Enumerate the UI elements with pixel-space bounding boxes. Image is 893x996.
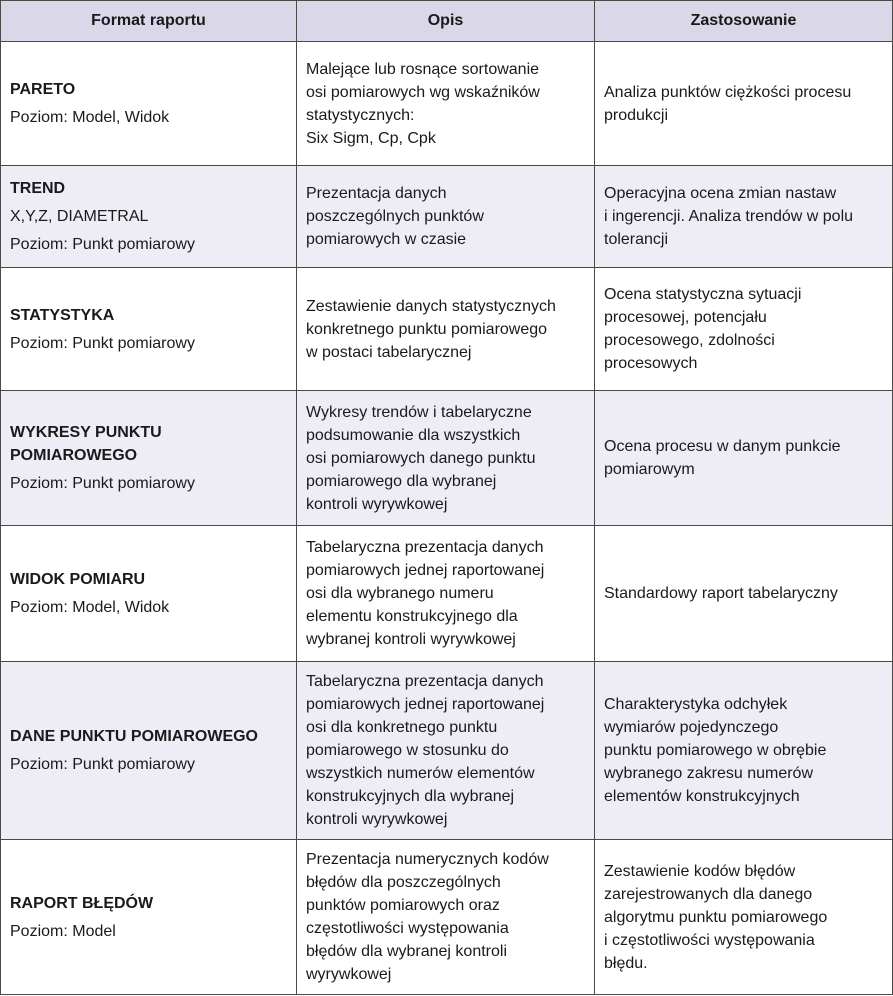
description-text: Tabelaryczna prezentacja danych pomiarowych jednej raportowanej osi dla wybranego numeru elementu konstrukcyjnego dla wybranej kontroli wyrywkowej [306, 539, 545, 648]
usage-cell [595, 840, 893, 995]
format-name: DANE PUNKTU POMIAROWEGO [10, 728, 258, 745]
format-level: Poziom: Model [10, 922, 116, 940]
table-header-row [1, 1, 893, 42]
description-cell [297, 662, 595, 840]
format-name: PARETO [10, 81, 76, 98]
format-name: STATYSTYKA [10, 306, 115, 324]
format-level: Poziom: Model, Widok [10, 599, 170, 616]
table-row [1, 526, 893, 662]
format-cell [1, 840, 297, 995]
format-name: WIDOK POMIARU [10, 571, 146, 588]
description-text: Malejące lub rosnące sortowanie osi pomiarowych wg wskaźników statystycznych: Six Sigm, Cp, Cpk [306, 60, 540, 147]
header-description: Opis [297, 1, 595, 42]
description-text: Zestawienie danych statystycznych konkretnego punktu pomiarowego w postaci tabelarycznej [306, 297, 556, 361]
usage-text: Analiza punktów ciężkości procesu produkcji [604, 83, 852, 124]
table-row [1, 166, 893, 268]
usage-text: Zestawienie kodów błędów zarejestrowanych dla danego algorytmu punktu pomiarowego i częstotliwości występowania błędu. [604, 862, 828, 972]
format-cell [1, 42, 297, 166]
table-row [1, 268, 893, 391]
usage-cell [595, 42, 893, 166]
format-name: RAPORT BŁĘDÓW [10, 894, 154, 912]
format-cell [1, 268, 297, 391]
usage-cell [595, 268, 893, 391]
format-cell [1, 391, 297, 526]
format-name: WYKRESY PUNKTU POMIAROWEGO [10, 424, 162, 464]
usage-cell [595, 166, 893, 268]
description-cell [297, 840, 595, 995]
format-cell [1, 526, 297, 662]
format-level: Poziom: Punkt pomiarowy [10, 475, 195, 492]
description-text: Tabelaryczna prezentacja danych pomiarowych jednej raportowanej osi dla konkretnego punktu pomiarowego w stosunku do wszystkich numerów elementów konstrukcyjnych dla wybranej kontroli wyrywkowej [306, 673, 545, 828]
format-level: Poziom: Punkt pomiarowy [10, 334, 195, 352]
table-row [1, 840, 893, 995]
description-text: Prezentacja danych poszczególnych punktów pomiarowych w czasie [306, 185, 484, 248]
table-row [1, 662, 893, 840]
description-cell [297, 268, 595, 391]
format-level: Poziom: Model, Widok [10, 109, 170, 126]
table-row [1, 391, 893, 526]
usage-cell [595, 391, 893, 526]
header-format: Format raportu [1, 1, 297, 42]
description-cell [297, 166, 595, 268]
format-cell [1, 662, 297, 840]
description-text: Prezentacja numerycznych kodów błędów dla poszczególnych punktów pomiarowych oraz częstotliwości występowania błędów dla wybranej kontroli wyrywkowej [306, 851, 549, 983]
header-usage: Zastosowanie [595, 1, 893, 42]
format-cell [1, 166, 297, 268]
format-name: TREND [10, 180, 66, 197]
description-text: Wykresy trendów i tabelaryczne podsumowanie dla wszystkich osi pomiarowych danego punktu pomiarowego dla wybranej kontroli wyrywkowej [306, 403, 536, 513]
description-cell [297, 526, 595, 662]
format-level: Poziom: Punkt pomiarowy [10, 756, 195, 773]
usage-cell [595, 526, 893, 662]
usage-text: Standardowy raport tabelaryczny [604, 585, 838, 602]
format-level: Poziom: Punkt pomiarowy [10, 236, 195, 253]
usage-text: Ocena procesu w danym punkcie pomiarowym [604, 438, 841, 478]
table-row [1, 42, 893, 166]
usage-text: Operacyjna ocena zmian nastaw i ingerencji. Analiza trendów w polu tolerancji [604, 185, 854, 248]
description-cell [297, 42, 595, 166]
usage-text: Ocena statystyczna sytuacji procesowej, potencjału procesowego, zdolności procesowych [604, 286, 802, 372]
usage-cell [595, 662, 893, 840]
format-subtitle: X,Y,Z, DIAMETRAL [10, 208, 149, 225]
usage-text: Charakterystyka odchyłek wymiarów pojedynczego punktu pomiarowego w obrębie wybranego zakresu numerów elementów konstrukcyjnych [604, 696, 827, 805]
description-cell [297, 391, 595, 526]
